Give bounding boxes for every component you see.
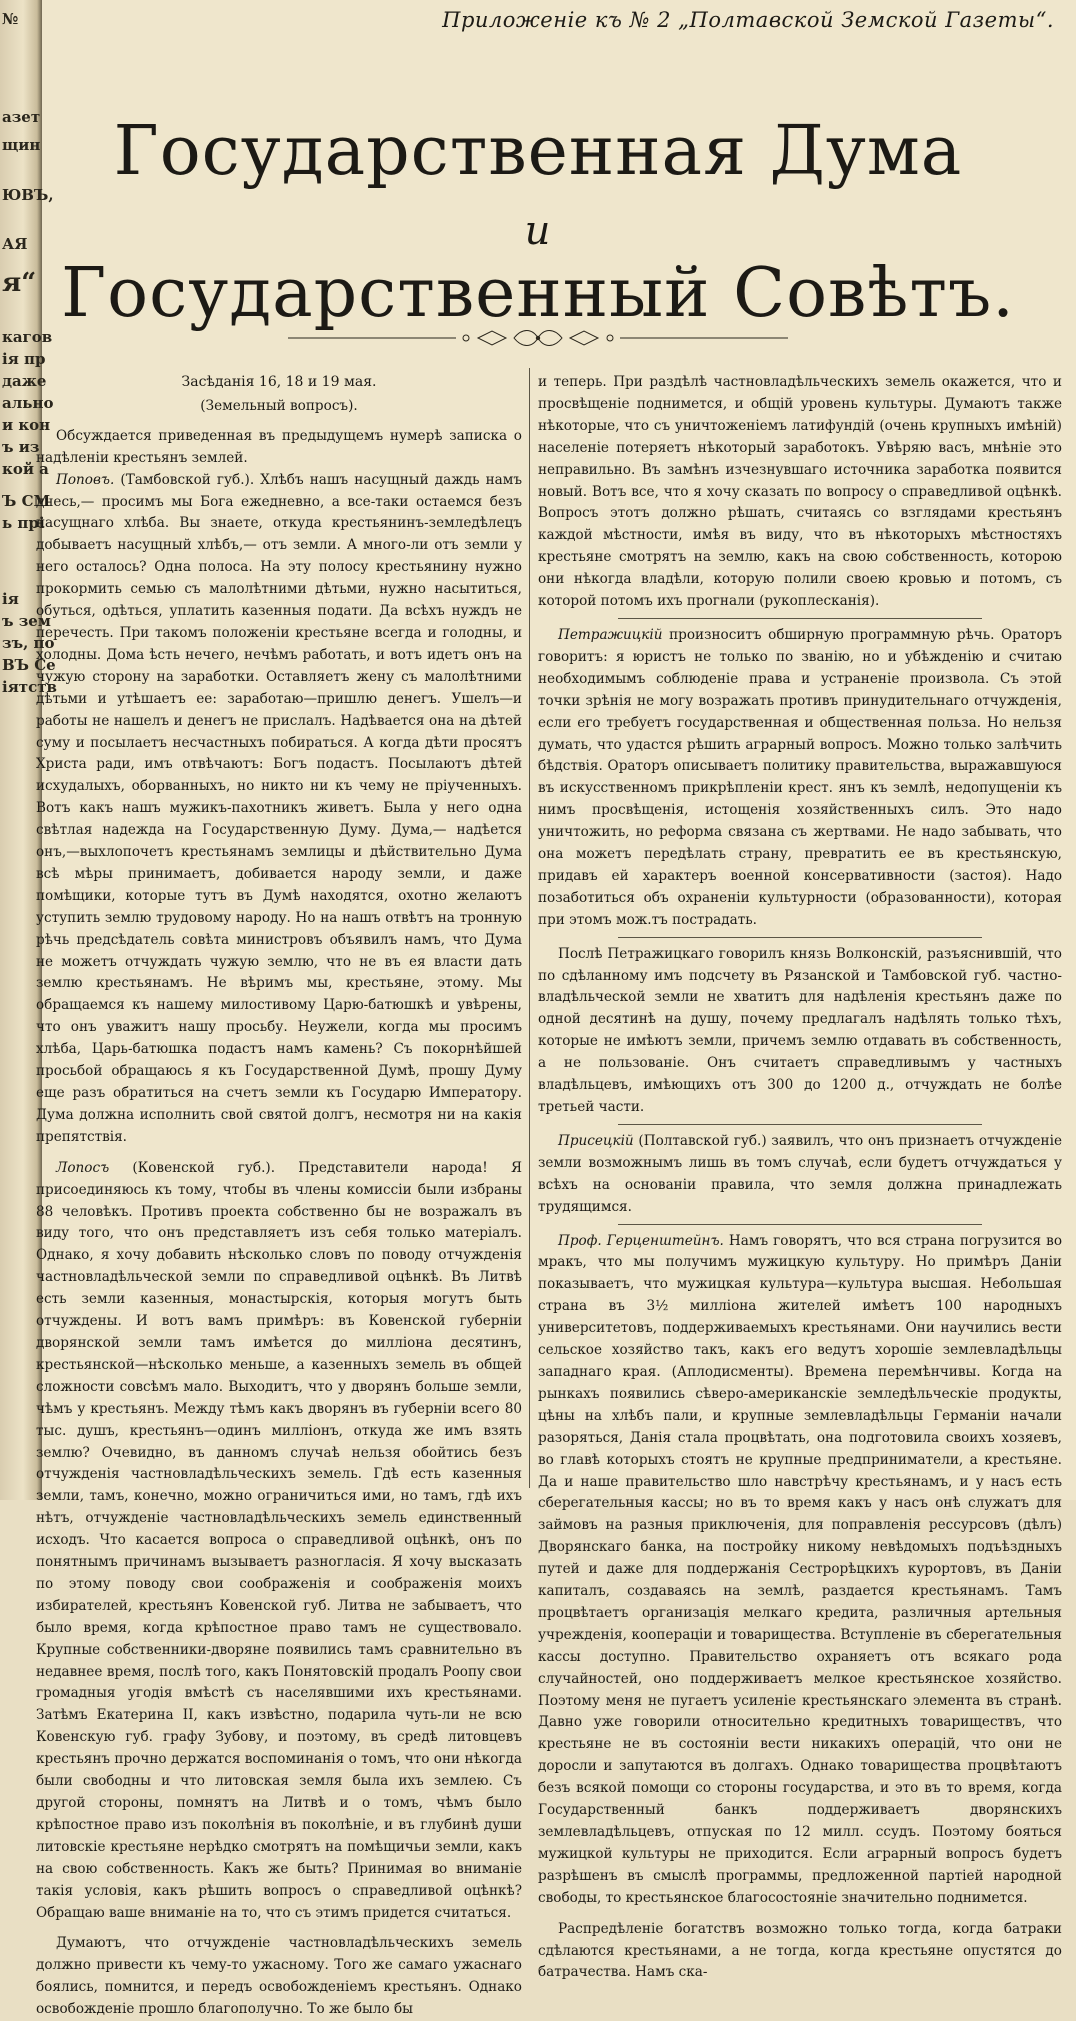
paragraph-text: Послѣ Петражицкаго говорилъ князь Волконскій, разъяснившій, что по сдѣланному имъ подсчету въ Рязанской и Тамбовской губ. частно-владѣльческой земли не хватитъ для надѣленія крестьянъ даже по одной десятинѣ на душу, почему предлагалъ надѣлять только тѣхъ, которые не имѣютъ земли, причемъ землю отдавать въ собственность, а не пользованіе. Онъ считаетъ справедливымъ у частныхъ владѣльцевъ, имѣющихъ отъ 300 до 1200 д., отчуждать не болѣе третьей части. <box>538 945 1062 1115</box>
binding-text: ВЪ Се <box>2 656 56 674</box>
paragraph <box>538 372 1062 613</box>
binding-text: ія пр <box>2 350 46 368</box>
paragraph-text: Думаютъ, что отчужденіе частновладѣльческихъ земель должно привести къ чему-то ужасному. Того же самаго ужаснаго боялись, помнится, и передъ освобожденіемъ крестьянъ. Однако освобожденіе прошло благополучно. То же было бы <box>36 1935 522 2018</box>
paragraph-text: и теперь. При раздѣлѣ частновладѣльческихъ земель окажется, что и просвѣщеніе поднимется, и общій уровень культуры. Думаютъ также нѣкоторые, что съ уничтоженіемъ латифундій (очень крупныхъ имѣній) населеніе потеряетъ нѣкоторый заработокъ. Увѣряю васъ, мнѣніе это неправильно. Въ замѣнъ изчезнувшаго источника заработка появится новый. Вотъ все, что я хочу сказать по вопросу о справедливой оцѣнкѣ. Вопросъ этотъ должно рѣшать, считаясь со взглядами крестьянъ каждой мѣстности, имѣя въ виду, что въ нѣкоторыхъ мѣстностяхъ крестьяне смотрятъ на землю, какъ на свою собственность, которою они нѣкогда владѣли, которую полили своею кровью и потомъ, съ которой потомъ ихъ прогнали (рукоплесканія). <box>538 374 1062 610</box>
paragraph-text: Намъ говорятъ, что вся страна погрузится во мракъ, что мы получимъ мужицкую культуру. Но примѣръ Даніи показываетъ, что мужицкая культура—культура высшая. Небольшая страна въ 3½ милліона жителей имѣетъ 100 народныхъ университетовъ, поддерживаемыхъ крестьянами. Они научились вести сельское хозяйство такъ, какъ его ведутъ хорошіе землевладѣльцы западнаго края. (Аплодисменты). Времена перемѣнчивы. Когда на рынкахъ появились сѣверо-американскіе земледѣльческіе продукты, цѣны на хлѣбъ пали, и крупные землевладѣльцы Германіи начали разоряться, Данія стала процвѣтать, она подготовила своихъ хозяевъ, во главѣ которыхъ стоятъ не крупные предприниматели, а крестьяне. Да и наше правительство шло навстрѣчу крестьянамъ, и у насъ есть сберегательныя кассы; но въ то время какъ у насъ онѣ служатъ для займовъ на разныя приключенія, для поправленія рессурсовъ (дѣлъ) Дворянскаго банка, на постройку никому невѣдомыхъ подъѣздныхъ путей и даже для поддержанія Сестрорѣцкихъ курортовъ, въ Даніи капиталъ, создаваясь на землѣ, раздается крестьянамъ. Тамъ процвѣтаетъ организація мелкаго кредита, различныя артельныя учрежденія, коопераціи и товарищества. Вступленіе въ сберегательныя кассы доступно. Правительство охраняетъ отъ всякаго рода случайностей, оно поддерживаетъ мелкое крестьянское хозяйство. Поэтому меня не пугаетъ усиленіе крестьянскаго элемента въ странѣ. Давно уже говорили относительно кредитныхъ товариществъ, что крестьяне не въ состояніи вести никакихъ операцій, что они не доросли и запутаются въ долгахъ. Однако товарищества процвѣтаютъ безъ всякой помощи со стороны государства, и это въ то время, когда Государственный банкъ поддерживаетъ дворянскихъ землевладѣльцевъ, отпуская по 12 милл. ссудъ. Поэтому бояться мужицкой культуры не приходится. Если аграрный вопросъ будетъ разрѣшенъ въ смыслѣ программы, предложенной партіей народной свободы, то крестьянское благосостояніе значительно поднимется. <box>538 1232 1063 1906</box>
paragraph-text: (Тамбовской губ.). Хлѣбъ нашъ насущный даждь намъ днесь,— просимъ мы Бога ежедневно, а все-таки остаемся безъ насущнаго хлѣба. Вы знаете, откуда крестьянинъ-земледѣлецъ добываетъ насущный хлѣбъ,— отъ земли. А много-ли отъ земли у него осталось? Одна полоса. На эту полосу крестьянину нужно прокормить семью съ малолѣтними дѣтьми, нужно насытиться, обуться, одѣться, уплатить казенныя подати. Да всѣхъ нуждъ не перечесть. При такомъ положеніи крестьяне всегда и голодны, и холодны. Дома ѣсть нечего, нечѣмъ работать, и вотъ идетъ онъ на чужую сторону на заработки. Оставляетъ жену съ малолѣтними дѣтьми и утѣшаетъ ее: заработаю—пришлю денегъ. Ушелъ—и работы не нашелъ и денегъ не прислалъ. Надѣвается она на дѣтей суму и посылаетъ несчастныхъ побираться. А когда дѣти просятъ Христа ради, имъ отвѣчаютъ: Богъ подастъ. Посылаютъ дѣтей исхудалыхъ, оборванныхъ, но никто ни къ чему не пріученныхъ. Вотъ какъ нашъ мужикъ-пахотникъ живетъ. Была у него одна свѣтлая надежда на Государственную Думу. Дума,— надѣется онъ,—выхлопочетъ крестьянамъ землицы и дѣйствительно Дума всѣ мѣры принимаетъ, добивается народу земли, и даже помѣщики, которые тутъ въ Думѣ находятся, охотно желаютъ уступить землю трудовому народу. Но на нашъ отвѣтъ на тронную рѣчь предсѣдатель совѣта министровъ объявилъ намъ, что Дума не можетъ отчуждать чужую землю, что не въ ея власти дать землю крестьянамъ. Не вѣримъ мы, крестьяне, этому. Мы обращаемся къ нашему милостивому Царю-батюшкѣ и увѣрены, что онъ уважитъ нашу просьбу. Неужели, когда мы просимъ хлѣба, Царь-батюшка подастъ намъ камень? Съ покорнѣйшей просьбой обращаюсь я къ Государственной Думѣ, прошу Думу еще разъ обратиться на счетъ земли къ Государю Императору. Дума должна исполнить свой святой долгъ, несмотря ни на какія препятствія. <box>36 471 522 1145</box>
binding-text: щин <box>2 136 41 154</box>
title-conjunction: и <box>524 208 552 254</box>
binding-text: кагов <box>2 328 53 346</box>
title-line-2: Государственный Совѣтъ. <box>61 254 1015 333</box>
paragraph-text: (Ковенской губ.). Представители народа! Я присоединяюсь къ тому, чтобы въ члены комиссіи были избраны 88 человѣкъ. Противъ проекта собственно бы не возражалъ въ виду того, что онъ представляетъ изъ себя только матеріалъ. Однако, я хочу добавить нѣсколько словъ по поводу отчужденія частновладѣльческой земли по справедливой оцѣнкѣ. Въ Литвѣ есть земли казенныя, монастырскія, которыя могутъ быть отчуждены. И вотъ вамъ примѣръ: въ Ковенской губерніи дворянской земли тамъ имѣется до милліона десятинъ, крестьянской—нѣсколько меньше, а казенныхъ земель въ общей сложности совсѣмъ мало. Выходитъ, что у дворянъ больше земли, чѣмъ у крестьянъ. Между тѣмъ какъ дворянъ въ губерніи всего 80 тыс. душъ, крестьянъ—одинъ милліонъ, откуда же имъ взять землю? Очевидно, въ данномъ случаѣ нельзя обойтись безъ отчужденія частновладѣльческихъ земель. Гдѣ есть казенныя земли, тамъ, конечно, можно ограничиться ими, но тамъ, гдѣ ихъ нѣтъ, отчужденіе частновладѣльческихъ земель единственный исходъ. Что касается вопроса о справедливой оцѣнкѣ, онъ по понятнымъ причинамъ вызываетъ разногласія. Я хочу высказать по этому поводу свои соображенія и соображенія моихъ избирателей, крестьянъ Ковенской губ. Литва не забываетъ, что было время, когда крѣпостное право тамъ не существовало. Крупные собственники-дворяне появились тамъ сравнительно въ недавнее время, послѣ того, какъ Понятовскій продалъ Роопу свои громадныя угодія вмѣстѣ съ населявшими ихъ крестьянами. Затѣмъ Екатерина II, какъ извѣстно, подарила чуть-ли не всю Ковенскую губ. графу Зубову, и поэтому, въ средѣ литовцевъ крестьянъ прочно держатся воспоминанія о томъ, что они нѣкогда были свободны и что литовская земля была ихъ землею. Съ другой стороны, помнятъ на Литвѣ и о томъ, чѣмъ было крѣпостное право изъ поколѣнія въ поколѣніе, и въ глубинѣ души литовскіе крестьяне нерѣдко смотрятъ на помѣщичьи земли, какъ на свою собственность. Какъ же быть? Принимая во вниманіе такія условія, какъ рѣшить вопросъ о справедливой оцѣнкѣ? Обращаю ваше вниманіе на то, что съ этимъ придется считаться. <box>36 1159 522 1921</box>
paragraph <box>538 1231 1062 1910</box>
speaker-name: Присецкій <box>558 1132 634 1149</box>
binding-text: и кон <box>2 416 51 434</box>
binding-text: ія <box>2 590 19 608</box>
paragraph-text: Распредѣленіе богатствъ возможно только тогда, когда батраки сдѣлаются крестьянами, а не тогда, когда крестьяне опустятся до батрачества. Намъ ска- <box>538 1920 1062 1981</box>
right-column <box>538 372 1062 1984</box>
meeting-heading: Засѣданія 16, 18 и 19 мая. <box>181 374 377 390</box>
binding-text: зъ, по <box>2 634 55 652</box>
supplement-header: Приложеніе къ № 2 „Полтавской Земской Газеты“. <box>442 8 1054 32</box>
binding-text: ально <box>2 394 54 412</box>
paragraph <box>36 426 522 470</box>
ornament-divider <box>288 326 788 350</box>
binding-text: азет <box>2 108 41 126</box>
section-rule <box>618 937 982 938</box>
binding-text: даже <box>2 372 47 390</box>
binding-text: ъ зем <box>2 612 51 630</box>
binding-text: № <box>2 10 19 28</box>
section-rule <box>618 618 982 619</box>
binding-text: ь прі <box>2 514 45 532</box>
speaker-name: Поповъ. <box>56 471 115 488</box>
binding-text: ъ из <box>2 438 40 456</box>
speaker-name: Петражицкій <box>558 626 663 643</box>
paragraph <box>538 1919 1062 1985</box>
paragraph <box>36 1933 522 2021</box>
paragraph-text: Обсуждается приведенная въ предыдущемъ нумерѣ записка о надѣленіи крестьянъ землей. <box>36 427 522 466</box>
column-divider <box>529 368 530 1488</box>
binding-text: іятств <box>2 678 57 696</box>
meeting-subheading: (Земельный вопросъ). <box>200 397 358 414</box>
section-rule <box>618 1124 982 1125</box>
paragraph-text: произноситъ обширную программную рѣчь. Ораторъ говоритъ: я юристъ не только по званію, но и убѣжденію и считаю необходимымъ соблюденіе права и устраненіе произвола. Съ этой точки зрѣнія не могу возражать противъ принудительнаго отчужденія, если его требуетъ государственная и общественная польза. Но нельзя думать, что удастся рѣшить аграрный вопросъ. Можно только залѣчить бѣдствія. Ораторъ описываетъ политику правительства, выражавшуюся въ искусственномъ прикрѣпленіи крест. янъ къ землѣ, недопущеніи къ нимъ просвѣщенія, истощенія хозяйственныхъ силъ. Это надо уничтожить, но реформа связана съ жертвами. Не надо забывать, что она можетъ передѣлать страну, превратить ее въ крестьянскую, придавъ ей характеръ военной консервативности (застоя). Надо позаботиться объ охраненіи культурности (образованности), которая при этомъ мож.тъ пострадать. <box>538 626 1062 928</box>
paragraph <box>538 1131 1062 1219</box>
binding-text: ЮВЪ, <box>2 186 54 204</box>
paragraph <box>538 625 1062 932</box>
binding-text: АЯ <box>2 235 28 253</box>
binding-text: я“ <box>2 268 37 298</box>
speaker-name: Лопосъ <box>56 1159 110 1176</box>
paragraph <box>36 470 522 1149</box>
binding-text: Ъ СМ <box>2 492 51 510</box>
speaker-name: Проф. Герценштейнъ. <box>558 1232 724 1249</box>
section-rule <box>618 1224 982 1225</box>
title-line-1: Государственная Дума <box>113 112 963 191</box>
paragraph <box>538 944 1062 1119</box>
paragraph <box>36 1158 522 1925</box>
binding-text: кой а <box>2 460 49 478</box>
left-column <box>36 372 522 2021</box>
paragraph-text: (Полтавской губ.) заявилъ, что онъ признаетъ отчужденіе земли возможнымъ лишь въ томъ случаѣ, если будетъ отчуждаться у всѣхъ на основаніи правила, что земля должна принадлежать трудящимся. <box>538 1132 1062 1215</box>
